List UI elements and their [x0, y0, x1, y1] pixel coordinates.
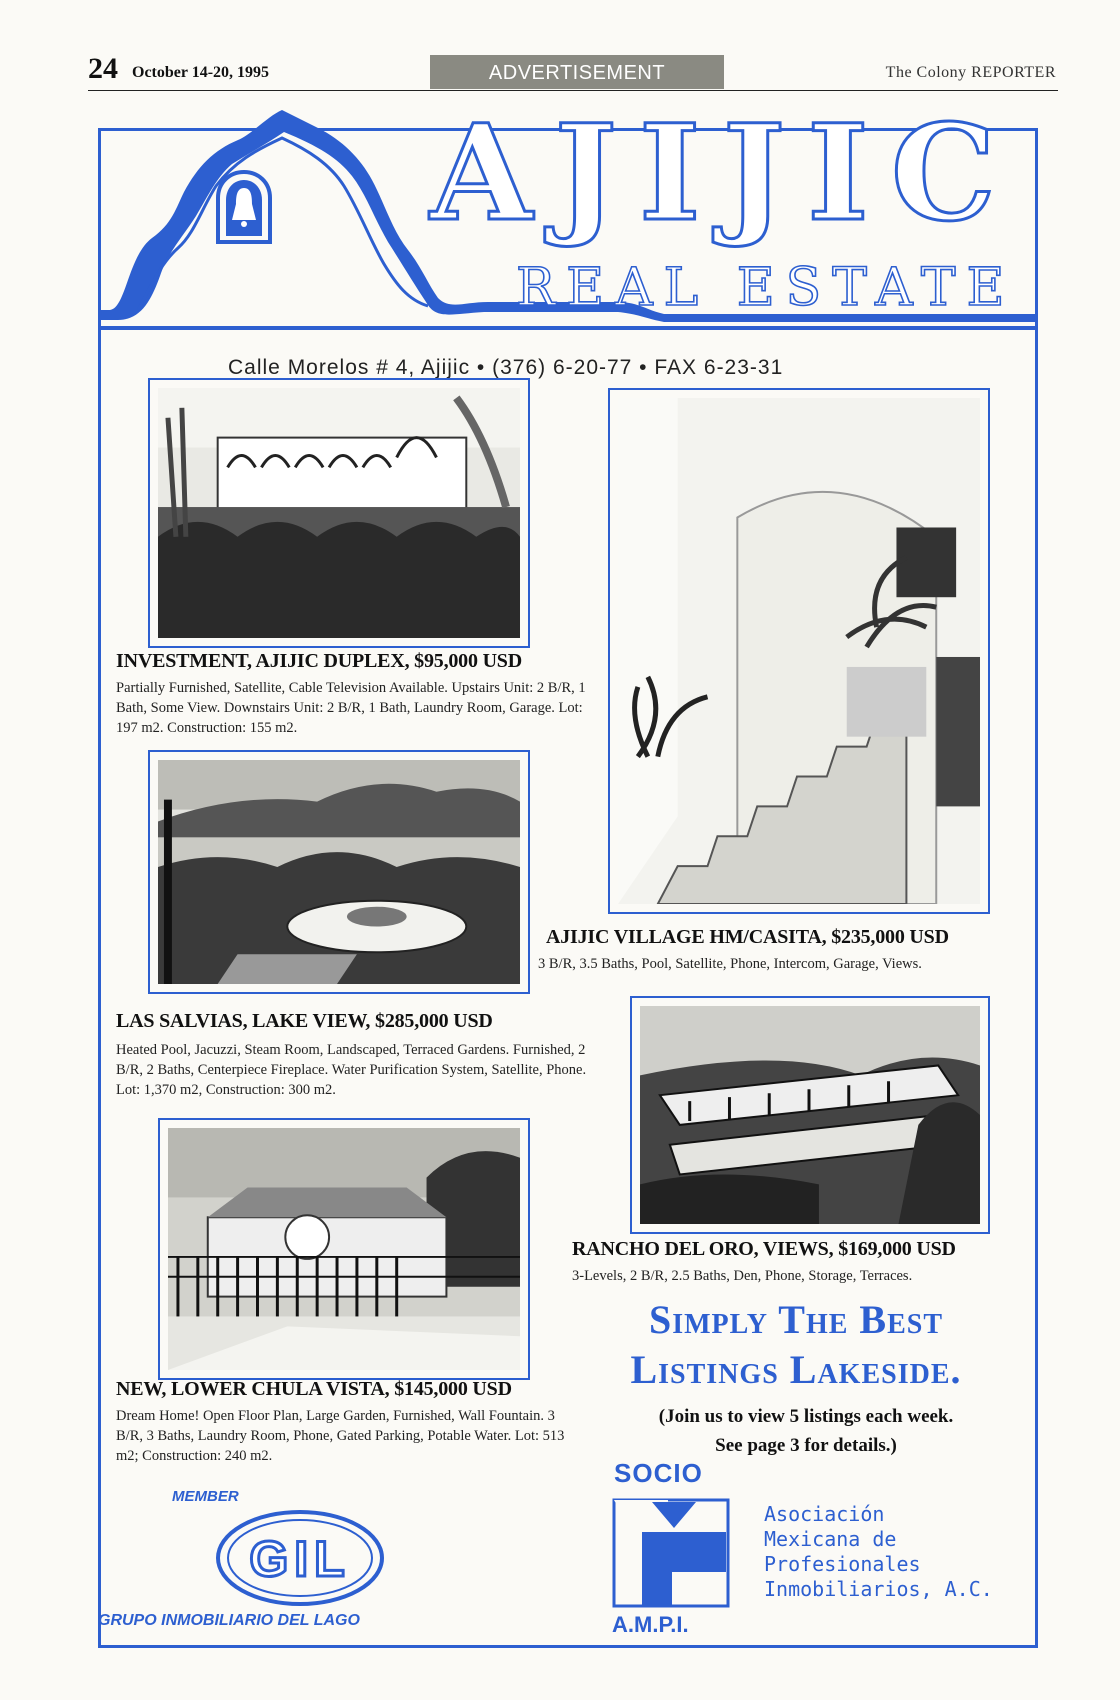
listing-photo-duplex: [148, 378, 530, 648]
promo-headline: [560, 1295, 1032, 1395]
listing-desc-rancho-del-oro: 3-Levels, 2 B/R, 2.5 Baths, Den, Phone, Storage, Terraces.: [572, 1268, 913, 1284]
ampi-line-4: Inmobiliarios, A.C.: [764, 1577, 993, 1601]
promo-headline-line-1: Simply The Best: [648, 1297, 943, 1342]
listing-title-duplex: INVESTMENT, AJIJIC DUPLEX, $95,000 USD: [116, 650, 522, 672]
ampi-abbrev: A.M.P.I.: [612, 1612, 689, 1637]
socio-label: SOCIO: [614, 1458, 703, 1488]
listing-title-chula-vista: NEW, LOWER CHULA VISTA, $145,000 USD: [116, 1378, 512, 1400]
ampi-logo: [612, 1498, 730, 1608]
listing-title-rancho-del-oro: RANCHO DEL ORO, VIEWS, $169,000 USD: [572, 1238, 956, 1260]
listing-photo-chula-vista: [158, 1118, 530, 1380]
gil-name: GRUPO INMOBILIARIO DEL LAGO: [98, 1612, 360, 1629]
listing-desc-las-salvias: Heated Pool, Jacuzzi, Steam Room, Landscaped, Terraced Gardens. Furnished, 2 B/R, 2 Baths, Centerpiece Fireplace. Water Purification System, Satellite, Phone. Lot: 1,370 m2, Construction: 300 m2.: [116, 1042, 587, 1098]
promo-headline-line-2: Listings Lakeside.: [630, 1347, 962, 1392]
listing-photo-rancho-del-oro: [630, 996, 990, 1234]
advertisement-banner: ADVERTISEMENT: [430, 55, 724, 89]
ampi-line-3: Profesionales: [764, 1552, 921, 1576]
listing-photo-las-salvias: [148, 750, 530, 994]
listing-title-las-salvias: LAS SALVIAS, LAKE VIEW, $285,000 USD: [116, 1010, 493, 1032]
member-label: MEMBER: [172, 1488, 239, 1505]
gil-logo: [214, 1508, 386, 1608]
brand-subtitle: REAL ESTATE: [516, 258, 1016, 318]
listing-desc-village-home: 3 B/R, 3.5 Baths, Pool, Satellite, Phone, Intercom, Garage, Views.: [538, 956, 922, 972]
promo-note-line-2: See page 3 for details.): [715, 1435, 897, 1456]
ampi-full-name: [764, 1502, 993, 1602]
listing-title-village-home: AJIJIC VILLAGE HM/CASITA, $235,000 USD: [546, 926, 949, 948]
issue-date: October 14-20, 1995: [132, 64, 270, 81]
listing-photo-village-home: [608, 388, 990, 914]
ampi-line-1: Asociación: [764, 1502, 885, 1526]
promo-note: [584, 1402, 1028, 1460]
gil-logo-text: GIL: [249, 1531, 351, 1587]
promo-note-line-1: (Join us to view 5 listings each week.: [658, 1406, 954, 1427]
ampi-line-2: Mexicana de: [764, 1527, 897, 1551]
listing-desc-chula-vista: Dream Home! Open Floor Plan, Large Garden, Furnished, Wall Fountain. 3 B/R, 3 Baths, Laundry Room, Phone, Gated Parking, Potable Water. Lot: 513 m2; Construction: 240 m2.: [116, 1408, 565, 1464]
brand-wordmark: AJIJIC: [430, 96, 1018, 251]
publication-name: The Colony REPORTER: [885, 64, 1056, 81]
page-number: 24: [88, 52, 118, 85]
listing-desc-duplex: Partially Furnished, Satellite, Cable Television Available. Upstairs Unit: 2 B/R, 1 Bath, Some View. Downstairs Unit: 2 B/R, 1 Bath, Laundry Room, Garage. Lot: 197 m2. Construction: 155 m2.: [116, 680, 586, 736]
contact-line: Calle Morelos # 4, Ajijic • (376) 6-20-77 • FAX 6-23-31: [228, 356, 784, 379]
